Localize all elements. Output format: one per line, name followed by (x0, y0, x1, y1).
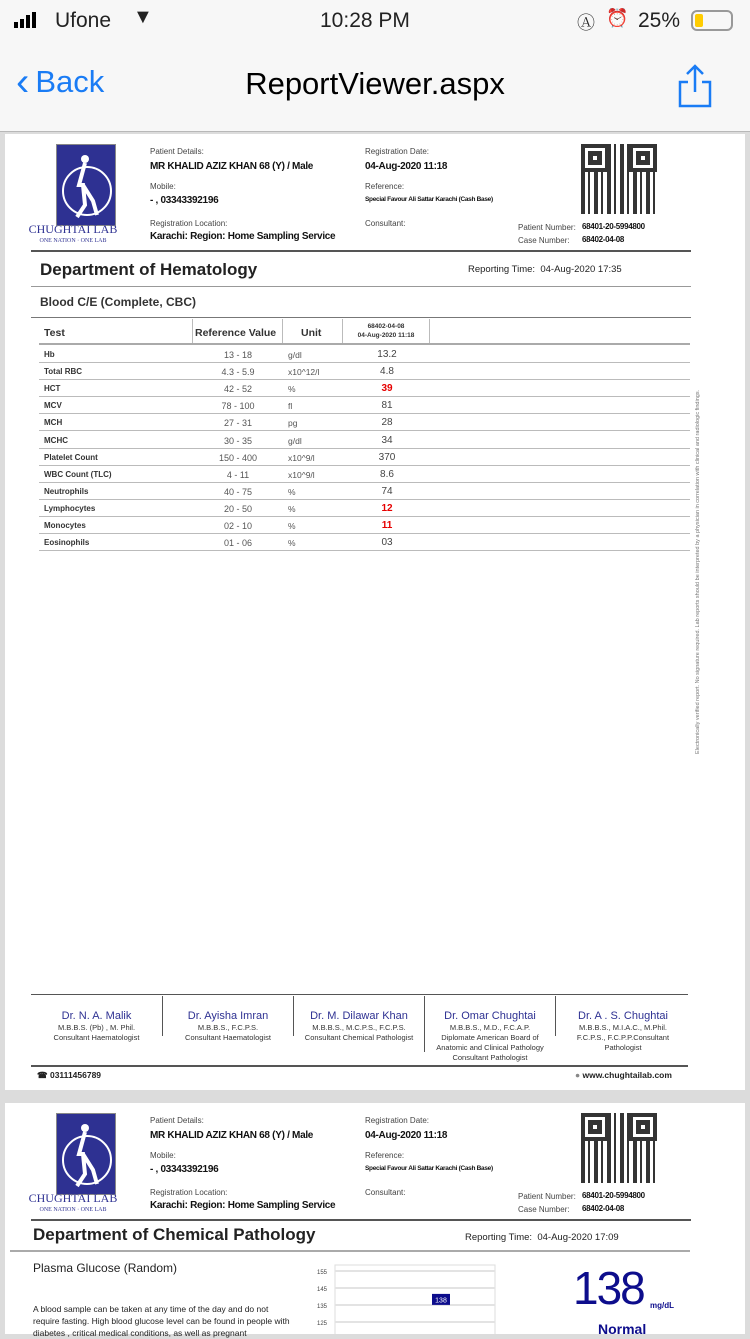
mobile-label: Mobile: (150, 1151, 176, 1160)
rotation-lock-icon: Ⓐ (577, 13, 595, 33)
share-button[interactable] (676, 64, 714, 108)
result-value: 81 (381, 400, 393, 412)
result-value: 8.6 (380, 468, 394, 480)
website-link[interactable]: ● www.chughtailab.com (575, 1070, 672, 1080)
report-page-chemical-pathology (5, 1103, 745, 1338)
y-tick-label: 135 (316, 1304, 327, 1310)
unit: fl (288, 401, 293, 412)
doctor-signature (31, 996, 162, 1042)
result-value: 74 (381, 485, 393, 497)
globe-icon: ● (575, 1070, 581, 1080)
consultant-label: Consultant: (365, 1188, 406, 1197)
unit: % (288, 384, 296, 395)
reg-date: 04-Aug-2020 11:18 (365, 161, 448, 172)
location-label: Registration Location: (150, 219, 228, 228)
column-case: 68402-04-08 (367, 323, 405, 330)
doctor-credential: Diplomate American Board of (441, 1033, 539, 1042)
patient-name: MR KHALID AZIZ KHAN 68 (Y) / Male (150, 161, 314, 172)
y-tick-label: 145 (316, 1287, 327, 1293)
glucose-chart (305, 1263, 505, 1334)
department-title: Department of Hematology (40, 260, 258, 279)
wifi-icon: ▼ (133, 6, 153, 28)
reg-date: 04-Aug-2020 11:18 (365, 1130, 448, 1141)
status-bar (0, 0, 750, 42)
reference-value: 4 - 11 (226, 469, 250, 480)
patient-number: 68401-20-5994800 (582, 1191, 645, 1200)
reg-date-label: Registration Date: (365, 1116, 430, 1125)
test-name: Total RBC (44, 367, 83, 377)
back-button[interactable]: ‹ Back (16, 60, 105, 104)
table-row (39, 346, 690, 363)
unit: x10^12/l (288, 367, 320, 378)
chughtai-lab-logo (56, 1113, 116, 1195)
glucose-value: 138 (573, 1262, 644, 1314)
logo-name: CHUGHTAI LAB (28, 222, 118, 236)
carrier: Ufone (55, 9, 112, 32)
result-value: 370 (378, 451, 396, 463)
location-label: Registration Location: (150, 1188, 228, 1197)
reference-label: Reference: (365, 182, 405, 191)
case-number-label: Case Number: (518, 236, 570, 245)
qr-code (581, 144, 657, 214)
doctor-credential: M.B.B.S., F.C.P.S. (197, 1023, 259, 1032)
logo-tagline: ONE NATION · ONE LAB (39, 1207, 107, 1213)
unit: % (288, 503, 296, 514)
chevron-left-icon: ‹ (16, 60, 30, 104)
test-name: Neutrophils (44, 486, 89, 496)
reference-value: 20 - 50 (223, 503, 253, 514)
doctor-signature (293, 996, 424, 1042)
unit: % (288, 486, 296, 497)
doctor-credential: M.B.B.S., M.C.P.S., F.C.P.S. (312, 1023, 406, 1032)
doctor-credential: F.C.P.S., F.C.P.P.Consultant (576, 1033, 670, 1042)
table-row (39, 414, 690, 431)
test-name: Platelet Count (44, 452, 98, 462)
case-number: 68402-04-08 (582, 235, 625, 244)
result-value: 12 (381, 502, 393, 514)
doctor-credential: M.B.B.S., M.D., F.C.A.P. (449, 1023, 531, 1032)
doctor-credential: Consultant Haematologist (53, 1033, 140, 1042)
reference-value: 01 - 06 (223, 538, 253, 549)
table-row (39, 380, 690, 397)
reference-value: 150 - 400 (218, 452, 258, 463)
reference-value: 40 - 75 (223, 486, 253, 497)
reference-label: Reference: (365, 1151, 405, 1160)
result-value: 03 (381, 537, 393, 549)
phone-icon: ☎ (37, 1070, 48, 1080)
result-value: 34 (381, 434, 393, 446)
mobile: - , 03343392196 (150, 1164, 219, 1175)
case-number-label: Case Number: (518, 1205, 570, 1214)
signal-icon (14, 12, 36, 28)
doctor-credential: M.B.B.S., M.I.A.C., M.Phil. (579, 1023, 667, 1032)
doctor-name: Dr. A . S. Chughtai (578, 1010, 668, 1022)
unit: x10^9/l (288, 452, 315, 463)
reporting-time: Reporting Time: 04-Aug-2020 17:09 (465, 1232, 619, 1243)
navigation-bar (0, 42, 750, 132)
patient-number: 68401-20-5994800 (582, 222, 645, 231)
table-row (39, 517, 690, 534)
test-name: HCT (44, 384, 61, 394)
reference-value: 78 - 100 (221, 401, 255, 412)
result-value: 28 (381, 417, 393, 429)
reference: Special Favour Ali Sattar Karachi (Cash Base) (365, 1165, 493, 1172)
patient-number-label: Patient Number: (518, 1192, 576, 1201)
alarm-icon: ⏰ (606, 8, 629, 28)
table-row (39, 363, 690, 380)
doctor-credential: Pathologist (604, 1043, 642, 1052)
mobile-label: Mobile: (150, 182, 176, 191)
reference-value: 4.3 - 5.9 (221, 367, 255, 378)
table-row (39, 500, 690, 517)
test-name: MCH (44, 418, 63, 428)
test-name: Monocytes (44, 521, 86, 530)
logo-tagline: ONE NATION · ONE LAB (39, 238, 107, 244)
table-row (39, 534, 690, 551)
unit: x10^9/l (288, 469, 315, 480)
qr-code (581, 1113, 657, 1183)
reference: Special Favour Ali Sattar Karachi (Cash Base) (365, 196, 493, 203)
y-tick-label: 155 (316, 1270, 327, 1276)
reporting-time: Reporting Time: 04-Aug-2020 17:35 (468, 264, 622, 275)
table-row (39, 466, 690, 483)
unit: pg (288, 418, 298, 429)
reference-value: 30 - 35 (223, 435, 253, 446)
patient-label: Patient Details: (150, 1116, 204, 1125)
table-row (39, 397, 690, 414)
phone: ☎ 03111456789 (37, 1070, 102, 1080)
glucose-status: Normal (598, 1321, 647, 1337)
unit: % (288, 521, 296, 531)
value-label: 138 (435, 1297, 447, 1305)
consultant-label: Consultant: (365, 219, 406, 228)
unit: g/dl (288, 350, 302, 360)
reference-value: 42 - 52 (223, 384, 253, 395)
doctor-credential: Consultant Haematologist (185, 1033, 271, 1042)
test-name: Lymphocytes (44, 503, 96, 513)
reference-value: 27 - 31 (223, 418, 253, 429)
doctor-credential: M.B.B.S. (Pb) , M. Phil. (57, 1023, 136, 1032)
battery-percent: 25% (638, 9, 681, 32)
y-tick-label: 125 (316, 1321, 327, 1327)
doctor-credential: Consultant Chemical Pathologist (304, 1033, 414, 1042)
test-name: Eosinophils (44, 538, 90, 548)
doctor-name: Dr. M. Dilawar Khan (310, 1010, 408, 1022)
test-name: Plasma Glucose (Random) (33, 1261, 178, 1275)
test-name: Hb (44, 350, 55, 359)
table-row (39, 483, 690, 500)
table-header: Test Reference Value Unit 68402-04-08 04-Aug-2020 11:18 (39, 319, 690, 345)
doctor-credential: Anatomic and Clinical Pathology (436, 1043, 544, 1052)
unit: % (288, 538, 296, 549)
clock: 10:28 PM (320, 9, 410, 32)
test-name: MCHC (44, 435, 68, 445)
reg-date-label: Registration Date: (365, 147, 430, 156)
battery-icon (691, 10, 733, 31)
patient-name: MR KHALID AZIZ KHAN 68 (Y) / Male (150, 1130, 314, 1141)
doctor-signature (555, 996, 690, 1052)
page-title: ReportViewer.aspx (245, 66, 505, 101)
logo-name: CHUGHTAI LAB (28, 1191, 118, 1205)
doctor-signature (162, 996, 293, 1042)
column-date: 04-Aug-2020 11:18 (357, 332, 415, 339)
result-value: 39 (381, 383, 393, 395)
doctor-name: Dr. N. A. Malik (61, 1010, 132, 1022)
case-number: 68402-04-08 (582, 1204, 625, 1213)
doctor-name: Dr. Ayisha Imran (187, 1010, 269, 1022)
test-name: WBC Count (TLC) (44, 469, 112, 479)
table-row (39, 449, 690, 466)
result-value: 11 (381, 520, 393, 531)
patient-label: Patient Details: (150, 147, 204, 156)
result-value: 13.2 (377, 349, 397, 360)
report-page-hematology (5, 134, 745, 1090)
location: Karachi: Region: Home Sampling Service (150, 231, 336, 242)
share-icon (676, 64, 714, 108)
test-name: MCV (44, 401, 62, 411)
plot-frame (335, 1265, 495, 1334)
patient-number-label: Patient Number: (518, 223, 576, 232)
table-row (39, 432, 690, 449)
test-group-title: Blood C/E (Complete, CBC) (40, 295, 196, 309)
doctor-signature (424, 996, 555, 1062)
test-description: A blood sample can be taken at any time of the day and do not require fasting. High blood glucose level can be found in people with diabetes , critical medical conditions, as well as pregnant (33, 1304, 290, 1338)
reference-value: 13 - 18 (223, 350, 253, 360)
result-value: 4.8 (380, 366, 394, 378)
doctor-credential: Consultant Pathologist (452, 1053, 528, 1062)
doctor-name: Dr. Omar Chughtai (444, 1010, 536, 1022)
chughtai-lab-logo (56, 144, 116, 226)
reference-value: 02 - 10 (223, 521, 253, 531)
unit: g/dl (288, 435, 302, 446)
glucose-unit: mg/dL (650, 1301, 674, 1310)
verification-note: Electronically verified report. No signature required. Lab reports should be interpreted by a physician in correlation with clinical and radiologic findings. (695, 389, 701, 754)
mobile: - , 03343392196 (150, 195, 219, 206)
location: Karachi: Region: Home Sampling Service (150, 1200, 336, 1211)
department-title: Department of Chemical Pathology (33, 1225, 316, 1244)
